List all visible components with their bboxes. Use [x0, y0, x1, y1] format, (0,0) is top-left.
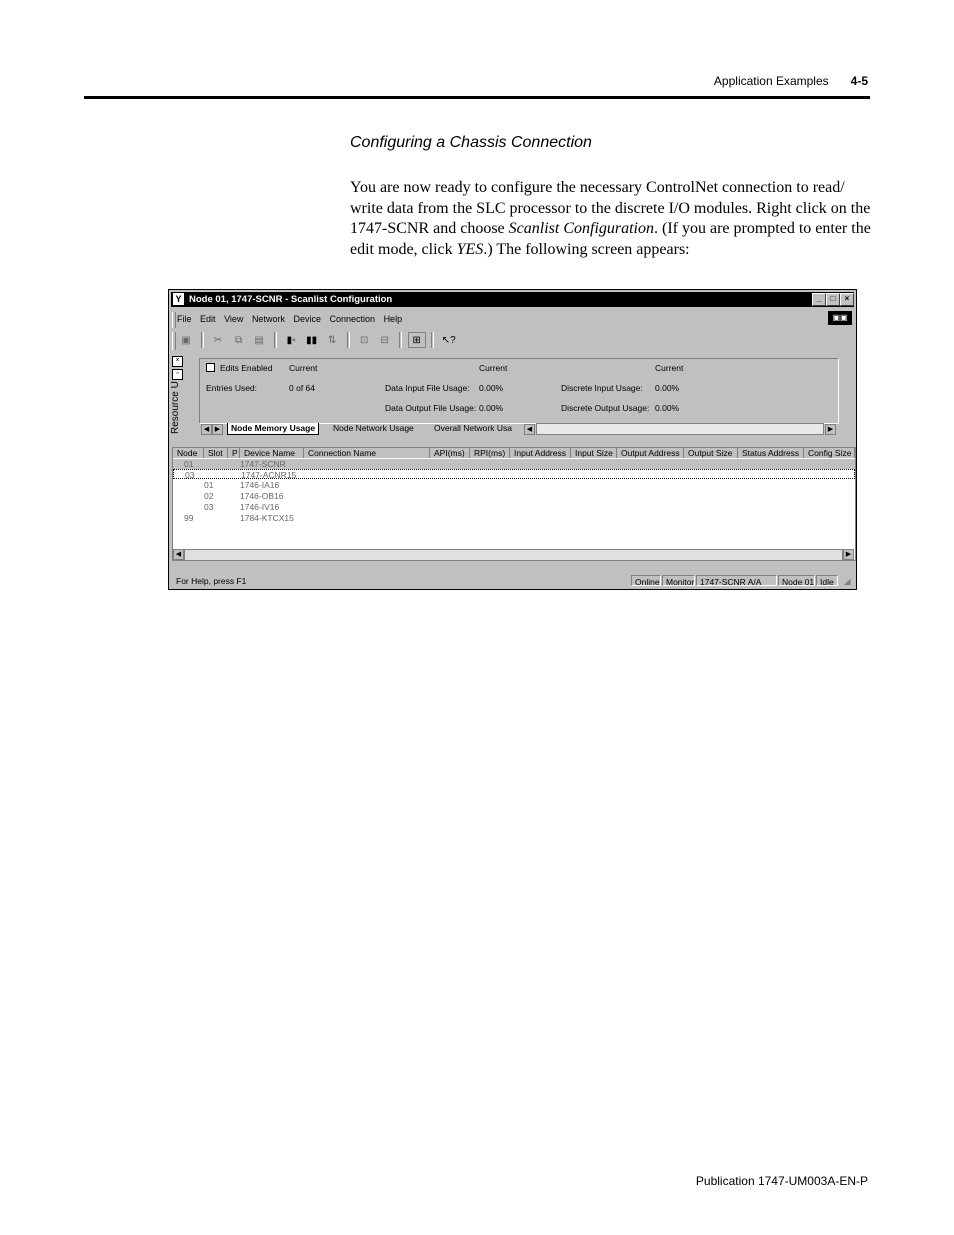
- data-input-label: Data Input File Usage:: [385, 383, 470, 393]
- para-text-3: .) The following screen appears:: [483, 240, 690, 258]
- para-emphasis-1: Scanlist Configuration: [508, 220, 654, 237]
- scanlist-window: [168, 289, 857, 590]
- resize-grip-icon[interactable]: ◢: [844, 576, 851, 586]
- status-idle: Idle: [816, 575, 838, 586]
- body-paragraph: [350, 178, 875, 260]
- toolbar-grip: [172, 332, 176, 350]
- tab-scroll-left-icon[interactable]: ◀: [201, 424, 212, 435]
- memory-usage-panel: [199, 358, 839, 424]
- sidebar-label: Resource U: [170, 381, 181, 434]
- menu-edit[interactable]: Edit: [200, 314, 216, 324]
- current-header-2: Current: [479, 363, 508, 373]
- toolbar-separator: [274, 332, 277, 348]
- status-online: Online: [631, 575, 661, 586]
- hscroll-right-icon[interactable]: ▶: [825, 424, 836, 435]
- status-help: For Help, press F1: [176, 576, 247, 586]
- menu-connection[interactable]: Connection: [329, 314, 376, 324]
- paste-icon[interactable]: ▤: [254, 335, 264, 346]
- col-input-address[interactable]: Input Address: [510, 448, 571, 458]
- current-header-1: Current: [289, 363, 318, 373]
- entries-used-label: Entries Used:: [206, 383, 258, 393]
- close-icon[interactable]: ×: [172, 356, 183, 367]
- save-icon[interactable]: ▣: [181, 335, 191, 346]
- row-slot: 02: [204, 491, 214, 501]
- copy-icon[interactable]: ⧉: [234, 335, 243, 346]
- menu-network[interactable]: Network: [251, 314, 285, 324]
- menu-device[interactable]: Device: [293, 314, 321, 324]
- table-row[interactable]: [173, 480, 855, 490]
- data-output-label: Data Output File Usage:: [385, 403, 477, 413]
- row-slot: 03: [204, 502, 214, 512]
- toolbar-separator: [431, 332, 434, 348]
- menu-help[interactable]: Help: [383, 314, 403, 324]
- menu-file[interactable]: File: [177, 314, 192, 324]
- table-row[interactable]: [173, 502, 855, 512]
- online-icon[interactable]: ▮◦: [286, 335, 296, 346]
- col-node[interactable]: Node: [173, 448, 204, 458]
- row-device: 1747-ACNR15: [241, 470, 297, 480]
- close-button[interactable]: ×: [840, 293, 854, 306]
- row-device: 1746-IA16: [240, 480, 280, 490]
- dock-icon[interactable]: ▫: [172, 369, 183, 380]
- toolbar-separator: [399, 332, 402, 348]
- page-number: 4-5: [850, 74, 868, 88]
- discrete-output-label: Discrete Output Usage:: [561, 403, 650, 413]
- edits-enabled-checkbox[interactable]: [206, 363, 272, 373]
- maximize-button[interactable]: □: [826, 293, 840, 306]
- col-status-address[interactable]: Status Address: [738, 448, 804, 458]
- para-emphasis-2: YES: [456, 240, 484, 258]
- page-header: [714, 74, 868, 88]
- row-device: 1784-KTCX15: [240, 513, 294, 523]
- data-output-value: 0.00%: [479, 403, 504, 413]
- upload-icon[interactable]: ▮▮: [306, 335, 318, 346]
- verify-icon[interactable]: ⊟: [380, 335, 389, 346]
- row-device: 1747-SCNR: [240, 459, 286, 469]
- entries-used-value: 0 of 64: [289, 383, 315, 393]
- table-row[interactable]: [173, 469, 855, 479]
- table-scroll-left-icon[interactable]: ◀: [173, 549, 184, 560]
- tab-scroll-right-icon[interactable]: ▶: [212, 424, 223, 435]
- window-title: Node 01, 1747-SCNR - Scanlist Configuration: [189, 294, 393, 305]
- tab-scrollbar[interactable]: [536, 423, 824, 435]
- app-icon[interactable]: Y: [173, 293, 184, 305]
- col-connection-name[interactable]: Connection Name: [304, 448, 430, 458]
- publication-footer: Publication 1747-UM003A-EN-P: [695, 1174, 868, 1188]
- tab-overall-network-usage[interactable]: Overall Network Usa: [434, 423, 512, 433]
- context-help-icon[interactable]: ↖?: [441, 335, 456, 346]
- row-slot: 01: [204, 480, 214, 490]
- para-text-1: You are now ready to configure the necessary ControlNet connection to read/ write data from the SLC processor to the discrete I/O modules. Right click on the 1747-SCNR and choose: [350, 179, 871, 237]
- col-output-size[interactable]: Output Size: [684, 448, 738, 458]
- data-input-value: 0.00%: [479, 383, 504, 393]
- col-rpi[interactable]: RPI(ms): [470, 448, 510, 458]
- network-view-icon[interactable]: ⊞: [408, 332, 426, 348]
- status-monitor: Monitor: [662, 575, 695, 586]
- toolbar: [177, 332, 458, 352]
- table-header: [173, 448, 855, 458]
- checkbox-box[interactable]: [206, 363, 215, 372]
- row-node: 01: [184, 459, 194, 469]
- toolbar-separator: [201, 332, 204, 348]
- title-bar[interactable]: [171, 292, 854, 307]
- col-device-name[interactable]: Device Name: [240, 448, 304, 458]
- col-api[interactable]: API(ms): [430, 448, 470, 458]
- menu-bar: [177, 314, 408, 328]
- edits-enabled-label: Edits Enabled: [220, 363, 273, 373]
- subheading: Configuring a Chassis Connection: [350, 134, 592, 151]
- row-device: 1746-OB16: [240, 491, 284, 501]
- download-icon[interactable]: ⇅: [327, 335, 337, 346]
- minimize-button[interactable]: _: [812, 293, 826, 306]
- scanlist-table: [172, 447, 856, 561]
- status-device: 1747-SCNR A/A: [696, 575, 777, 586]
- properties-icon[interactable]: ⊡: [359, 335, 369, 346]
- resource-sidebar: [172, 356, 184, 436]
- menu-grip: [172, 312, 176, 328]
- row-node: 99: [184, 513, 194, 523]
- discrete-output-value: 0.00%: [655, 403, 680, 413]
- col-slot[interactable]: Slot: [204, 448, 228, 458]
- table-hscrollbar[interactable]: [184, 549, 843, 561]
- network-status-icon: ▣▣: [828, 311, 852, 325]
- menu-view[interactable]: View: [224, 314, 244, 324]
- row-node: 03: [185, 470, 195, 480]
- toolbar-separator: [347, 332, 350, 348]
- hscroll-left-icon[interactable]: ◀: [524, 424, 535, 435]
- col-output-address[interactable]: Output Address: [617, 448, 684, 458]
- section-title: Application Examples: [713, 74, 829, 88]
- col-input-size[interactable]: Input Size: [571, 448, 617, 458]
- tab-node-network-usage[interactable]: Node Network Usage: [333, 423, 414, 433]
- col-config-size[interactable]: Config Size: [804, 448, 855, 458]
- header-rule: [84, 96, 870, 99]
- current-header-3: Current: [655, 363, 684, 373]
- table-scroll-right-icon[interactable]: ▶: [843, 549, 854, 560]
- status-node: Node 01: [778, 575, 815, 586]
- para-text-2: . (If you are prompted to enter the edit mode, click: [350, 220, 871, 258]
- table-row[interactable]: [173, 513, 855, 523]
- panel-tabs: [199, 423, 837, 435]
- row-device: 1746-IV16: [240, 502, 280, 512]
- table-row[interactable]: [173, 491, 855, 501]
- discrete-input-label: Discrete Input Usage:: [561, 383, 643, 393]
- cut-icon[interactable]: ✂: [213, 335, 223, 346]
- table-row[interactable]: [173, 459, 855, 469]
- col-p[interactable]: P: [228, 448, 240, 458]
- status-bar: [171, 575, 854, 587]
- discrete-input-value: 0.00%: [655, 383, 680, 393]
- tab-node-memory-usage[interactable]: Node Memory Usage: [227, 423, 319, 435]
